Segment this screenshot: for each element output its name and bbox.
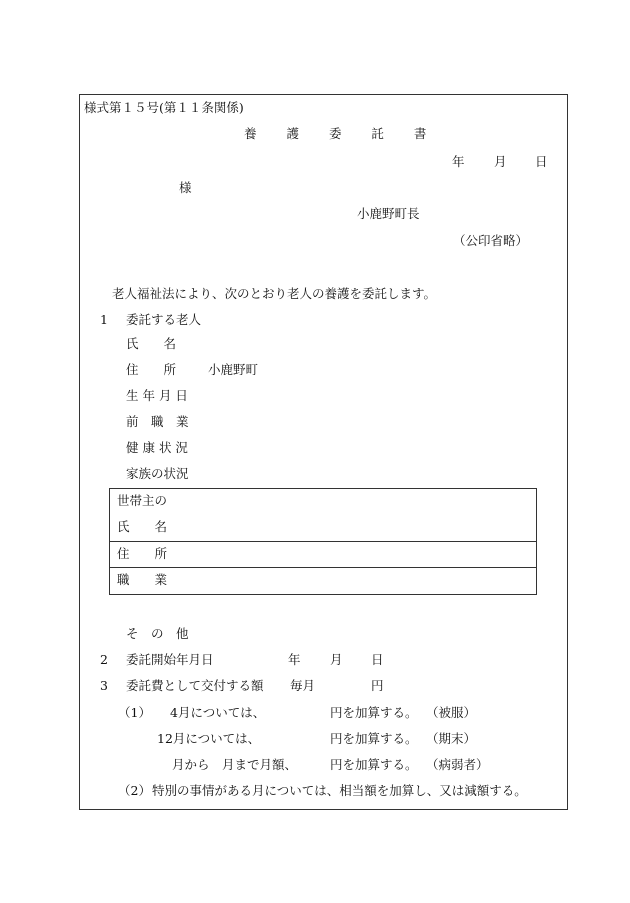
section2-heading: 委託開始年月日 — [126, 652, 214, 667]
family-label: 家族の状況 — [126, 466, 189, 481]
monthly-label: 毎月 — [290, 678, 316, 693]
form-number: 様式第１５号(第１１条関係) — [84, 100, 244, 115]
birthdate-label: 生 年 月 日 — [126, 388, 188, 403]
item1-line1-period: 4月については、 — [170, 705, 266, 720]
household-table-divider — [110, 541, 536, 542]
household-head-label: 世帯主の — [117, 493, 168, 508]
item2-number: （2） — [118, 783, 151, 798]
item1-line3-note: （病弱者） — [426, 757, 489, 772]
item1-line3-period: 月から 月まで月額、 — [172, 757, 298, 772]
name-label: 氏 名 — [126, 336, 177, 351]
seal-note: （公印省略） — [453, 233, 529, 248]
monthly-yen-label: 円 — [371, 678, 384, 693]
household-address-label: 住 所 — [117, 546, 168, 561]
section1-number: 1 — [100, 312, 108, 327]
household-table — [109, 488, 537, 595]
section1-heading: 委託する老人 — [126, 312, 202, 327]
item1-line2-period: 12月については、 — [157, 731, 261, 746]
address-value: 小鹿野町 — [208, 362, 259, 377]
date-month-label: 月 — [494, 154, 507, 169]
item1-line2-note: （期末） — [426, 731, 477, 746]
health-label: 健 康 状 況 — [126, 440, 188, 455]
household-occupation-label: 職 業 — [117, 572, 168, 587]
document-title: 養 護 委 託 書 — [244, 126, 440, 141]
other-label: そ の 他 — [126, 626, 189, 641]
intro-text: 老人福祉法により、次のとおり老人の養護を委託します。 — [112, 286, 437, 301]
former-job-label: 前 職 業 — [126, 414, 189, 429]
date-day-label: 日 — [535, 154, 548, 169]
item1-line1-amount: 円を加算する。 — [330, 705, 418, 720]
item1-line3-amount: 円を加算する。 — [330, 757, 418, 772]
section3-number: 3 — [100, 678, 108, 693]
start-day-label: 日 — [371, 652, 384, 667]
household-table-divider — [110, 567, 536, 568]
start-year-label: 年 — [288, 652, 301, 667]
date-year-label: 年 — [452, 154, 465, 169]
item2-text: 特別の事情がある月については、相当額を加算し、又は減額する。 — [152, 783, 527, 798]
item1-line1-note: （被服） — [426, 705, 477, 720]
section2-number: 2 — [100, 652, 108, 667]
section3-heading: 委託費として交付する額 — [126, 678, 264, 693]
addressee-suffix: 様 — [179, 180, 192, 195]
issuer-name: 小鹿野町長 — [357, 206, 420, 221]
item1-line2-amount: 円を加算する。 — [330, 731, 418, 746]
start-month-label: 月 — [330, 652, 343, 667]
household-head-name-label: 氏 名 — [117, 519, 168, 534]
item1-number: （1） — [118, 705, 151, 720]
address-label: 住 所 — [126, 362, 177, 377]
